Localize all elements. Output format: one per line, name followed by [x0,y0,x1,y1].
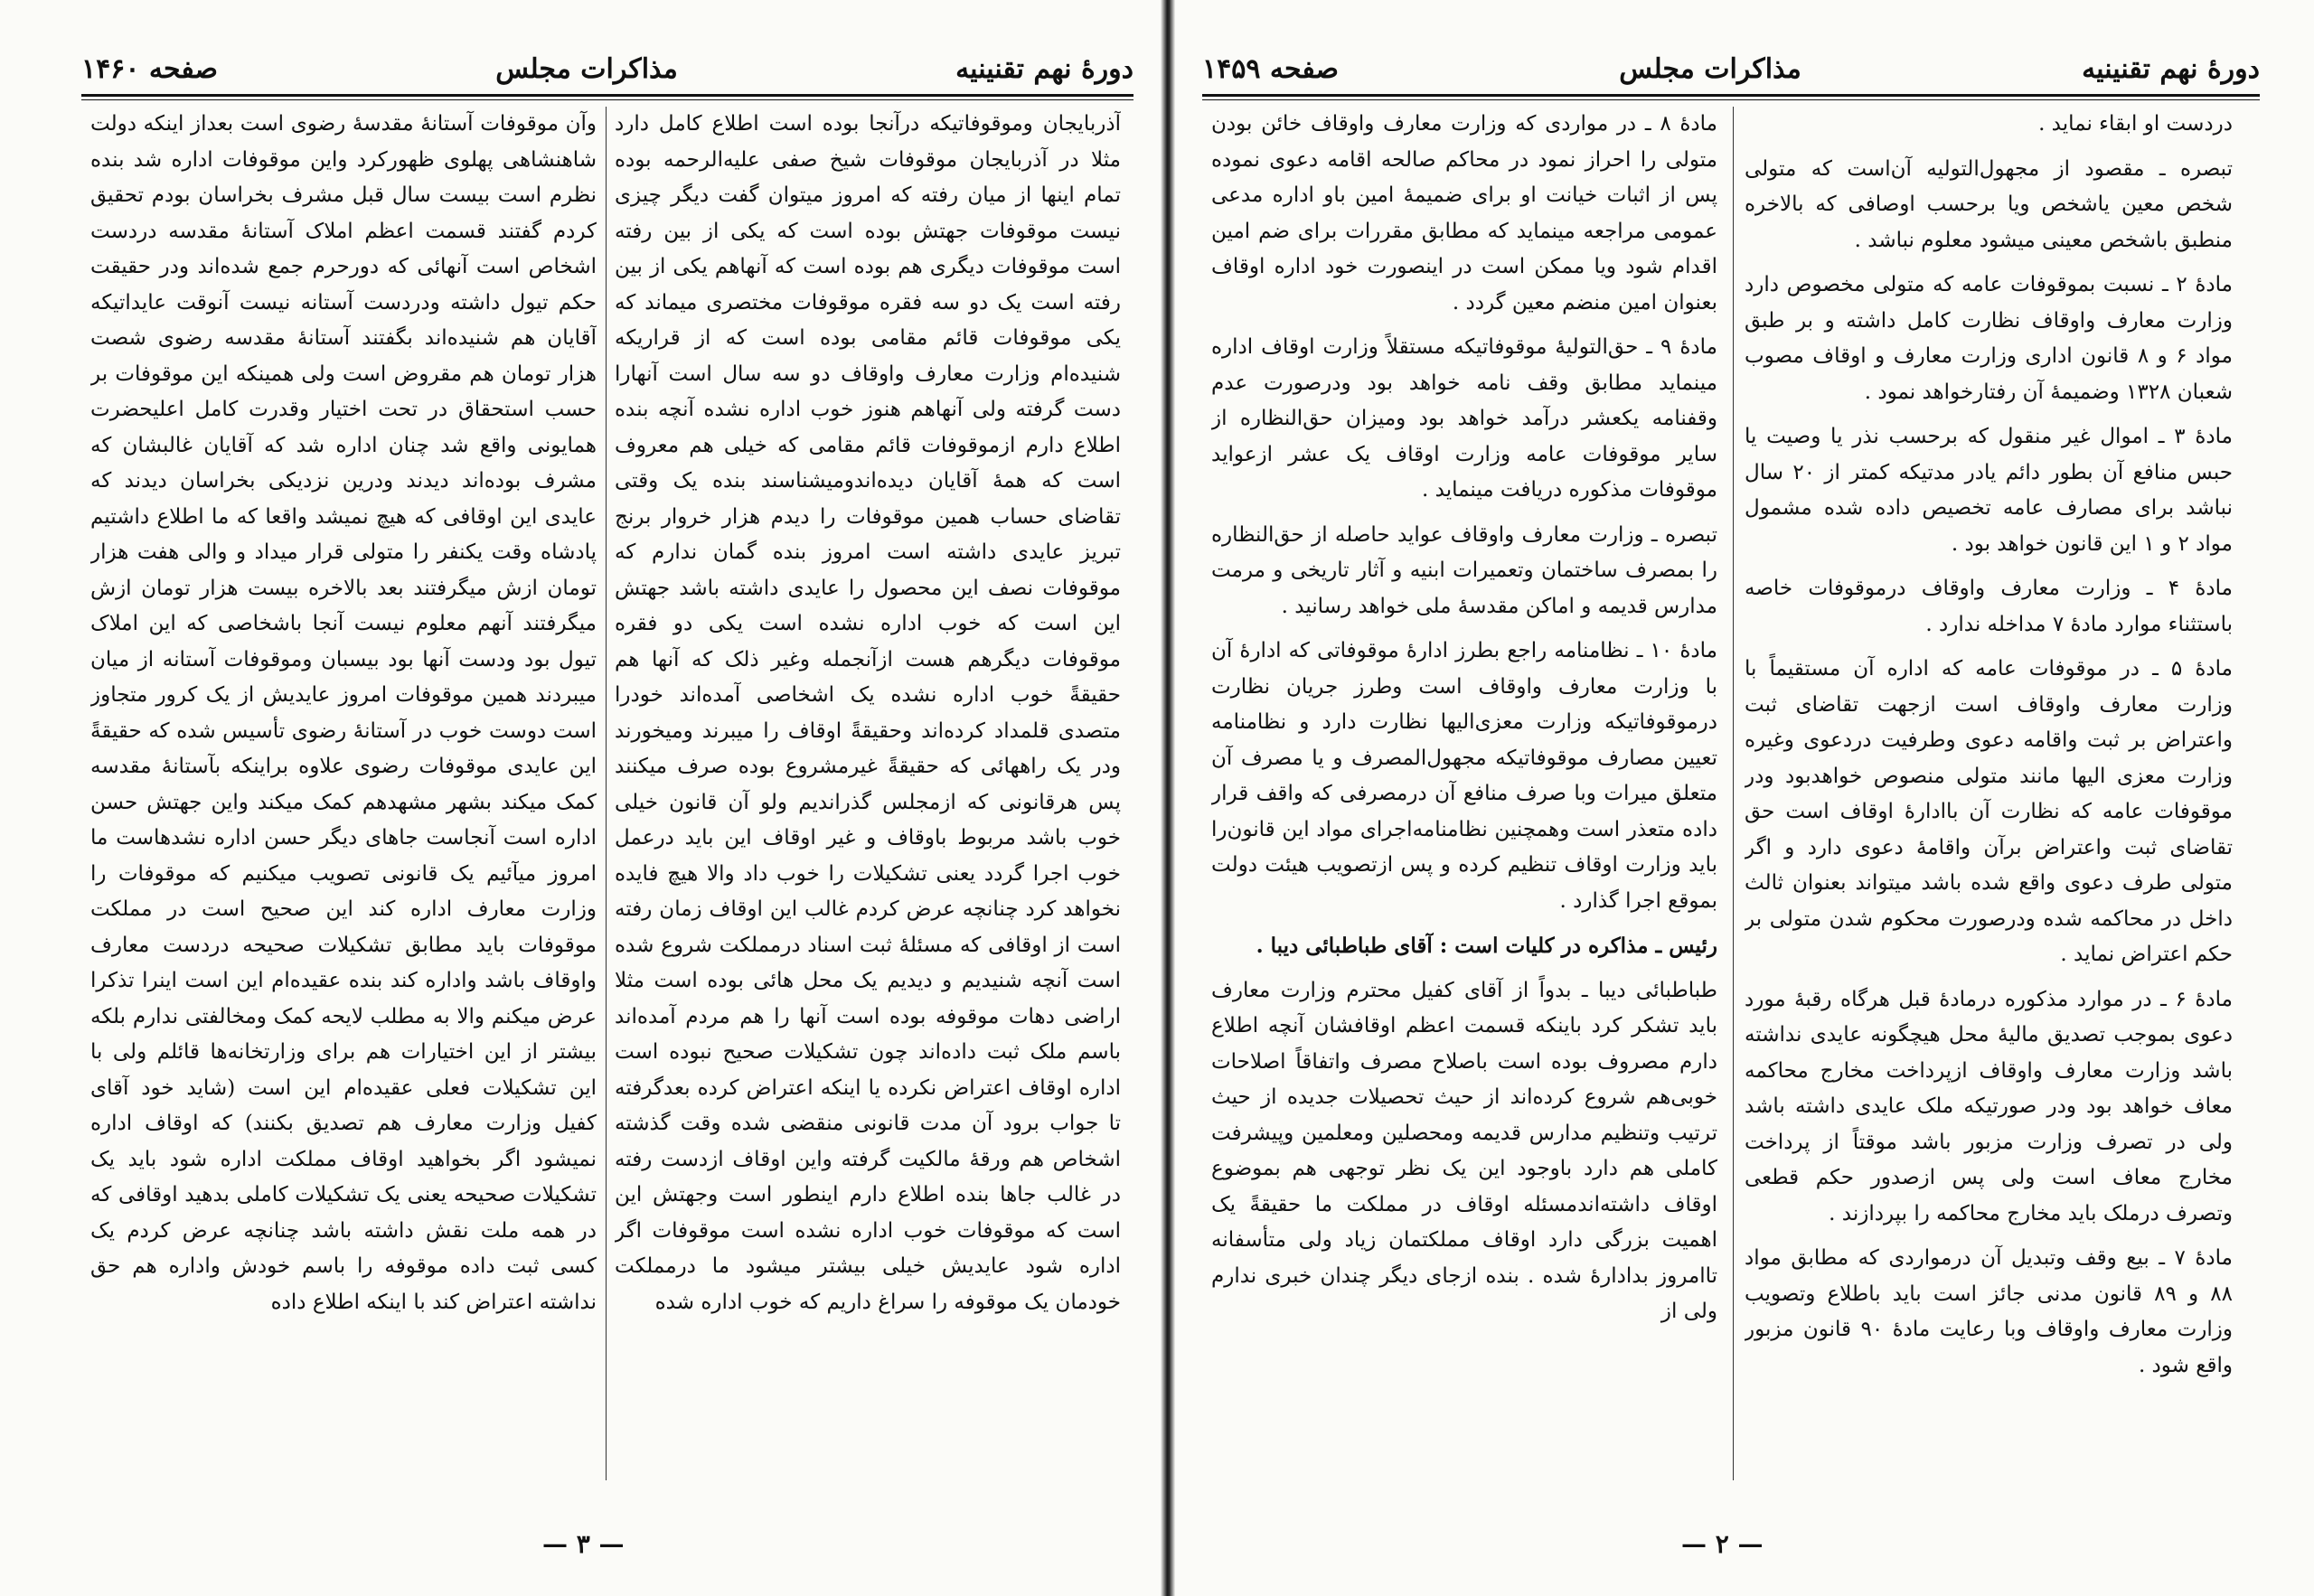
header-page-label: صفحه ۱۴۵۹ [1202,52,1339,85]
speech-tabatabai-diba: طباطبائی دیبا ـ بدواً از آقای کفیل محترم وزارت معارف باید تشکر کرد باینکه قسمت اعظم اوقافشان آنچه اطلاع دارم مصروف بوده است باصلاح مصرف واتفاقاً اصلاحات خوبی‌هم شروع کرده‌اند از حیث تحصیلات جدیده از حیث ترتیب وتنظیم مدارس قدیمه ومحصلین ومعلمین وپیشرفت کاملی هم دارد باوجود این یک نظر توجهی هم بموضوع اوقاف داشته‌اندمسئله اوقاف در مملکت ما حقیقةً یک اهمیت بزرگی دارد اوقاف مملکتمان زیاد ولی متأسفانه تاامروز بدادارهٔ شده . بنده ازجای دیگر چندان خبری ندارم ولی از [1211,978,1717,1323]
article-2: مادهٔ ۲ ـ نسبت بموقوفات عامه که متولی مخصوص دارد وزارت معارف واوقاف نظارت کامل داشته و بر طبق مواد ۶ و ۸ قانون اداری وزارت معارف و اوقاف مصوب شعبان ۱۳۲۸ وضمیمهٔ آن رفتارخواهد نمود . [1745,273,2233,404]
article-5: مادهٔ ۵ ـ در موقوفات عامه که اداره آن مستقیماً با وزارت معارف واوقاف است ازجهت تقاضای ثبت واعتراض بر ثبت واقامه دعوی وطرفیت دردعوی وغیره وزارت معزی الیها مانند متولی منصوص خواهدبود ودر موقوفات عامه که نظارت آن باادارهٔ اوقاف است حق تقاضای ثبت واعتراض برآن واقامهٔ دعوی دارد و اگر متولی طرف دعوی واقع شده باشد میتواند بعنوان ثالث داخل در محاکمه شده ودرصورت محکوم شدن متولی بر حکم اعتراض نماید . [1745,657,2233,966]
column-divider [1733,107,1734,1480]
paragraph: دردست او ابقاء نماید . [2038,112,2233,136]
parliament-period: دورهٔ نهم تقنینیه [2082,52,2260,85]
article-4: مادهٔ ۴ ـ وزارت معارف واوقاف درموقوفات خاصه باستثناء موارد مادهٔ ۷ مداخله ندارد . [1745,577,2233,636]
article-7: مادهٔ ۷ ـ بیع وقف وتبدیل آن درمواردی که مطابق مواد ۸۸ و ۸۹ قانون مدنی جائز است باید باطلاع وتصویب وزارت معارف واوقاف وبا رعایت مادهٔ ۹۰ قانون مزبور واقع شود . [1745,1246,2233,1377]
right-page [1175,0,2314,1596]
header-title: مذاکرات مجلس [1619,52,1801,85]
text-column-right [615,107,1121,1498]
article-6: مادهٔ ۶ ـ در موارد مذکوره درمادهٔ قبل هرگاه رقبهٔ مورد دعوی بموجب تصدیق مالیهٔ محل هیچگونه عایدی نداشته باشد وزارت معارف واوقاف ازپرداخت مخارج محاکمه معاف خواهد بود ودر صورتیکه ملک عایدی داشته باشد ولی در تصرف وزارت مزبور باشد موقتاً از پرداخت مخارج معاف است ولی پس ازصدور حکم قطعی وتصرف درملک باید مخارج محاکمه را بپردازند . [1745,987,2233,1225]
page-number: — ۲ — [1681,1529,1764,1559]
page-header [81,49,1133,89]
page-number: — ۳ — [542,1529,625,1559]
header-rule-thin [81,99,1133,100]
text-column-left [90,107,597,1498]
header-page-label: صفحه ۱۴۶۰ [81,52,218,85]
header-title: مذاکرات مجلس [495,52,678,85]
text-column-right [1745,107,2233,1498]
header-rule [81,94,1133,97]
paragraph: وآن موقوفات آستانهٔ مقدسهٔ رضوی است بعداز اینکه دولت شاهنشاهی پهلوی ظهورکرد واین موقوفات اداره شد بنده نظرم است بیست سال قبل مشرف بخراسان بودم تحقیق کردم گفتند قسمت اعظم املاک آستانهٔ مقدسه دردست اشخاص است آنهائی که دورحرم جمع شده‌اند ودر حقیقت حکم تیول داشته ودردست آستانه نیست آنوقت عایداتیکه آقایان هم شنیده‌اند بگفتند آستانهٔ مقدسه رضوی شصت هزار تومان هم مقروض است ولی همینکه این موقوفات بر حسب استحقاق در تحت اختیار وقدرت کامل اعلیحضرت همایونی واقع شد چنان اداره شد که آقایان غالبشان که مشرف بوده‌اند دیدند ودرین نزدیکی بخراسان دیدند که عایدی این اوقافی که هیچ نمیشد واقعا که ما اطلاع داشتیم پادشاه وقت یکنفر را متولی قرار میداد و والی هفت هزار تومان ازش میگرفتند بعد بالاخره بیست هزار تومان ازش میگرفتند آنهم معلوم نیست آنجا باشخاصی که این املاک تیول بود ودست آنها بود بیسبان وموقوفات آستانه از میان میبردند همین موقوفات امروز عایدیش از یک کرور متجاوز است دوست خوب در آستانهٔ رضوی تأسیس شده که حقیقةً این عایدی موقوفات رضوی علاوه براینکه بآستانهٔ مقدسه کمک میکند بشهر مشهدهم کمک میکند واین جهتش حسن اداره است آنجاست جاهای دیگر حسن اداره نشدهاست ما امروز میآئیم یک قانونی تصویب میکنیم که موقوفات را وزارت معارف اداره کند این صحیح است در مملکت موقوفات باید مطابق تشکیلات صحیحه دردست معارف واوقاف باشد واداره کند بنده عقیده‌ام این است اینرا تذکرا عرض میکنم والا به مطلب لایحه کمک ومخالفتی ندارم بلکه بیشتر از این اختیارات هم برای وزارتخانه‌ها قائلم ولی با این تشکیلات فعلی عقیده‌ام این است (شاید خود آقای کفیل وزارت معارف هم تصدیق بکنند) که اوقاف اداره نمیشود اگر بخواهید اوقاف مملکت اداره شود باید یک تشکیلات صحیحه یعنی یک تشکیلات کاملی بدهید اوقافی که در همه ملت نقش داشته باشد چنانچه عرض کردم یک کسی ثبت داده موقوفه را باسم خودش واداره هم حق نداشته اعتراض کند با اینکه اطلاع داده [90,112,597,1314]
header-rule [1202,94,2260,97]
page-header [1202,49,2260,89]
note-paragraph: تبصره ـ وزارت معارف واوقاف عواید حاصله از حق‌النظاره را بمصرف ساختمان وتعمیرات ابنیه و آثار تاریخی و مرمت مدارس قدیمه و اماکن مقدسهٔ ملی خواهد رسانید . [1211,522,1717,618]
speaker-president: رئیس ـ مذاکره در کلیات است : آقای طباطبائی دیبا . [1256,934,1717,958]
article-3: مادهٔ ۳ ـ اموال غیر منقول که برحسب نذر یا وصیت یا حبس منافع آن بطور دائم یادر مدتیکه کمتر از ۲۰ سال نباشد برای مصارف عامه تخصیص داده شده مشمول مواد ۲ و ۱ این قانون خواهد بود . [1745,425,2233,556]
column-divider [606,107,607,1480]
article-10: مادهٔ ۱۰ ـ نظامنامه راجع بطرز ادارهٔ موقوفاتی که ادارهٔ آن با وزارت معارف واوقاف است وطرز جریان نظارت درموقوفاتیکه وزارت معزی‌الیها نظارت دارد و نظامنامه تعیین مصارف موقوفاتیکه مجهول‌المصرف و یا مصرف آن متعلق میرات وبا صرف منافع آن درمصرفی که واقف قرار داده متعذر است وهمچنین نظامنامه‌اجرای مواد این قانون‌را باید وزارت اوقاف تنظیم کرده و پس ازتصویب هیئت دولت بموقع اجرا گذارد . [1211,639,1717,913]
header-rule-thin [1202,99,2260,100]
text-column-left [1211,107,1717,1498]
book-spine [1161,0,1175,1596]
article-8: مادهٔ ۸ ـ در مواردی که وزارت معارف واوقاف خائن بودن متولی را احراز نمود در محاکم صالحه اقامه دعوی نموده پس از اثبات خیانت او برای ضمیمهٔ امین باو اداره مدعی عمومی مراجعه مینماید که مطابق مقررات برای ضم امین اقدام شود ویا ممکن است در اینصورت خود اداره اوقاف بعنوان امین منضم معین گردد . [1211,112,1717,315]
parliament-period: دورهٔ نهم تقنینیه [955,52,1133,85]
paragraph: آذربایجان وموقوفاتیکه درآنجا بوده است اطلاع کامل دارد مثلا در آذربایجان موقوفات شیخ صفی علیه‌الرحمه بوده تمام اینها از میان رفته که امروز میتوان گفت دیگر چیزی نیست موقوفات جهتش بوده است که یکی از بین رفته است موقوفات دیگری هم بوده است که آنهاهم یکی از بین رفته است یک دو سه فقره موقوفات مختصری میماند که یکی موقوفات قائم مقامی بوده است که از قراریکه شنیده‌ام وزارت معارف واوقاف دو سه سال است آنهارا دست گرفته ولی آنهاهم هنوز خوب اداره نشده آنچه بنده اطلاع دارم ازموقوفات قائم مقامی که خیلی هم معروف است که همهٔ آقایان دیده‌اندومیشناسند بنده یک وقتی تقاضای حساب همین موقوفات را دیدم هزار خروار برنج تبریز عایدی داشته است امروز بنده گمان ندارم که موقوفات نصف این محصول را عایدی داشته باشد جهتش این است که خوب اداره نشده است یکی دو فقره موقوفات دیگرهم هست ازآنجمله وغیر ذلک که آنها هم حقیقةً خوب اداره نشده یک اشخاصی آمده‌اند خودرا متصدی قلمداد کرده‌اند وحقیقةً اوقاف را میبرند ومیخورند ودر یک راههائی که حقیقةً غیرمشروع بوده صرف میکنند پس هرقانونی که ازمجلس گذراندیم ولو آن قانون خیلی خوب باشد مربوط باوقاف و غیر اوقاف این باید درعمل خوب اجرا گردد یعنی تشکیلات را خوب داد والا هیچ فایده نخواهد کرد چنانچه عرض کردم غالب این اوقاف زمان رفته است از اوقافی که مسئلهٔ ثبت اسناد درمملکت شروع شده است آنچه شنیدیم و دیدیم یک محل هائی بوده است مثلا اراضی دهات موقوفه بوده است آنها را هم مردم آمده‌اند باسم ملک ثبت داده‌اند چون تشکیلات صحیح نبوده است اداره اوقاف اعتراض نکرده یا اینکه اعتراض کرده بعدگرفته تا جواب برود آن مدت قانونی منقضی شده وقت گذشته اشخاص هم ورقهٔ مالکیت گرفته واین اوقاف ازدست رفته در غالب جاها بنده اطلاع دارم اینطور است وجهتش این است که موقوفات خوب اداره نشده است موقوفات اگر اداره شود عایدیش خیلی بیشتر میشود ما درمملکت خودمان یک موقوفه را سراغ داریم که خوب اداره شده [615,112,1121,1314]
article-9: مادهٔ ۹ ـ حق‌التولیهٔ موقوفاتیکه مستقلاً وزارت اوقاف اداره مینماید مطابق وقف نامه خواهد بود ودرصورت عدم وقفنامه یکعشر درآمد خواهد بود ومیزان حق‌النظاره از سایر موقوفات عامه وزارت اوقاف یک عشر ازعواید موقوفات مذکوره دریافت مینماید . [1211,335,1717,502]
paragraph: تبصره ـ مقصود از مجهول‌التولیه آن‌است که متولی شخص معین یاشخص ویا برحسب اوصافی که بالاخره منطبق باشخص معینی میشود معلوم نباشد . [1745,156,2233,252]
